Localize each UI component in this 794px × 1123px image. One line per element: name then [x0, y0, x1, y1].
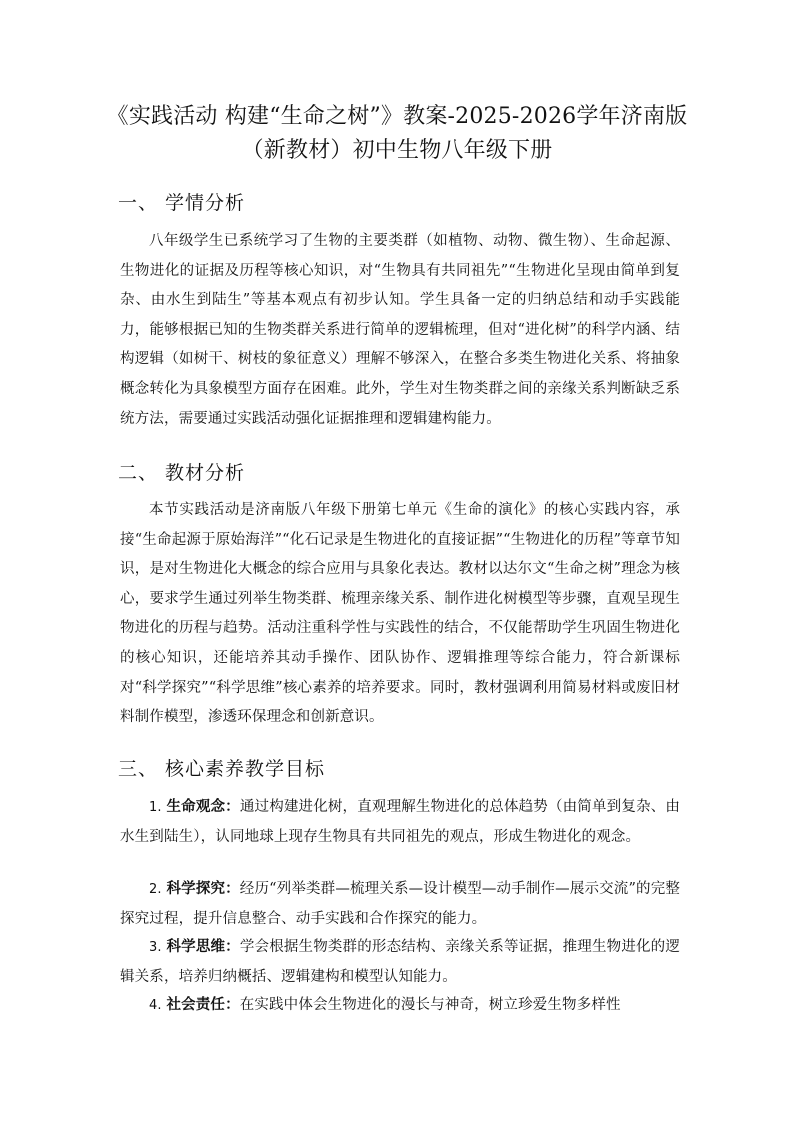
- objective-number: 2.: [149, 882, 162, 897]
- objective-number: 3.: [149, 940, 162, 955]
- objective-number: 4.: [149, 998, 162, 1013]
- objective-item: [120, 792, 680, 852]
- document-title: 《实践活动 构建“生命之树”》教案-2025-2026学年济南版（新教材）初中生物八年级下册: [106, 104, 688, 163]
- objective-text: 学会根据生物类群的形态结构、亲缘关系等证据，推理生物进化的逻辑关系，培养归纳概括、逻辑建构和模型认知能力。: [120, 939, 680, 985]
- objective-item: [120, 990, 680, 1021]
- objective-number: 1.: [149, 800, 162, 815]
- objective-text: 通过构建进化树，直观理解生物进化的总体趋势（由简单到复杂、由水生到陆生），认同地球上现存生物具有共同祖先的观点，形成生物进化的观念。: [120, 799, 680, 845]
- objective-text: 在实践中体会生物进化的漫长与神奇，树立珍爱生物多样性: [239, 997, 621, 1013]
- objective-term: 社会责任：: [166, 996, 240, 1013]
- objective-item: [120, 874, 680, 934]
- section-heading-teaching-objectives: 三、 核心素养教学目标: [118, 758, 326, 780]
- objective-item: [120, 932, 680, 992]
- objective-text: 经历“列举类群—梳理关系—设计模型—动手制作—展示交流”的完整探究过程，提升信息整合、动手实践和合作探究的能力。: [120, 881, 681, 927]
- section-heading-textbook-analysis: 二、 教材分析: [118, 462, 246, 484]
- section-heading-learner-analysis: 一、 学情分析: [118, 192, 246, 214]
- objective-term: 生命观念：: [166, 798, 240, 815]
- objective-term: 科学思维：: [166, 938, 240, 955]
- section-body-textbook-analysis: 本节实践活动是济南版八年级下册第七单元《生命的演化》的核心实践内容，承接“生命起源于原始海洋”“化石记录是生物进化的直接证据”“生物进化的历程”等章节知识，是对生物进化大概念的综合应用与具象化表达。教材以达尔文“生命之树”理念为核心，要求学生通过列举生物类群、梳理亲缘关系、制作进化树模型等步骤，直观呈现生物进化的历程与趋势。活动注重科学性与实践性的结合，不仅能帮助学生巩固生物进化的核心知识，还能培养其动手操作、团队协作、逻辑推理等综合能力，符合新课标对“科学探究”“科学思维”核心素养的培养要求。同时，教材强调利用简易材料或废旧材料制作模型，渗透环保理念和创新意识。: [120, 502, 680, 726]
- objective-term: 科学探究：: [166, 880, 240, 897]
- section-body-learner-analysis: 八年级学生已系统学习了生物的主要类群（如植物、动物、微生物）、生命起源、生物进化的证据及历程等核心知识，对“生物具有共同祖先”“生物进化呈现由简单到复杂、由水生到陆生”等基本观点有初步认知。学生具备一定的归纳总结和动手实践能力，能够根据已知的生物类群关系进行简单的逻辑梳理，但对“进化树”的科学内涵、结构逻辑（如树干、树枝的象征意义）理解不够深入，在整合多类生物进化关系、将抽象概念转化为具象模型方面存在困难。此外，学生对生物类群之间的亲缘关系判断缺乏系统方法，需要通过实践活动强化证据推理和逻辑建构能力。: [120, 233, 680, 427]
